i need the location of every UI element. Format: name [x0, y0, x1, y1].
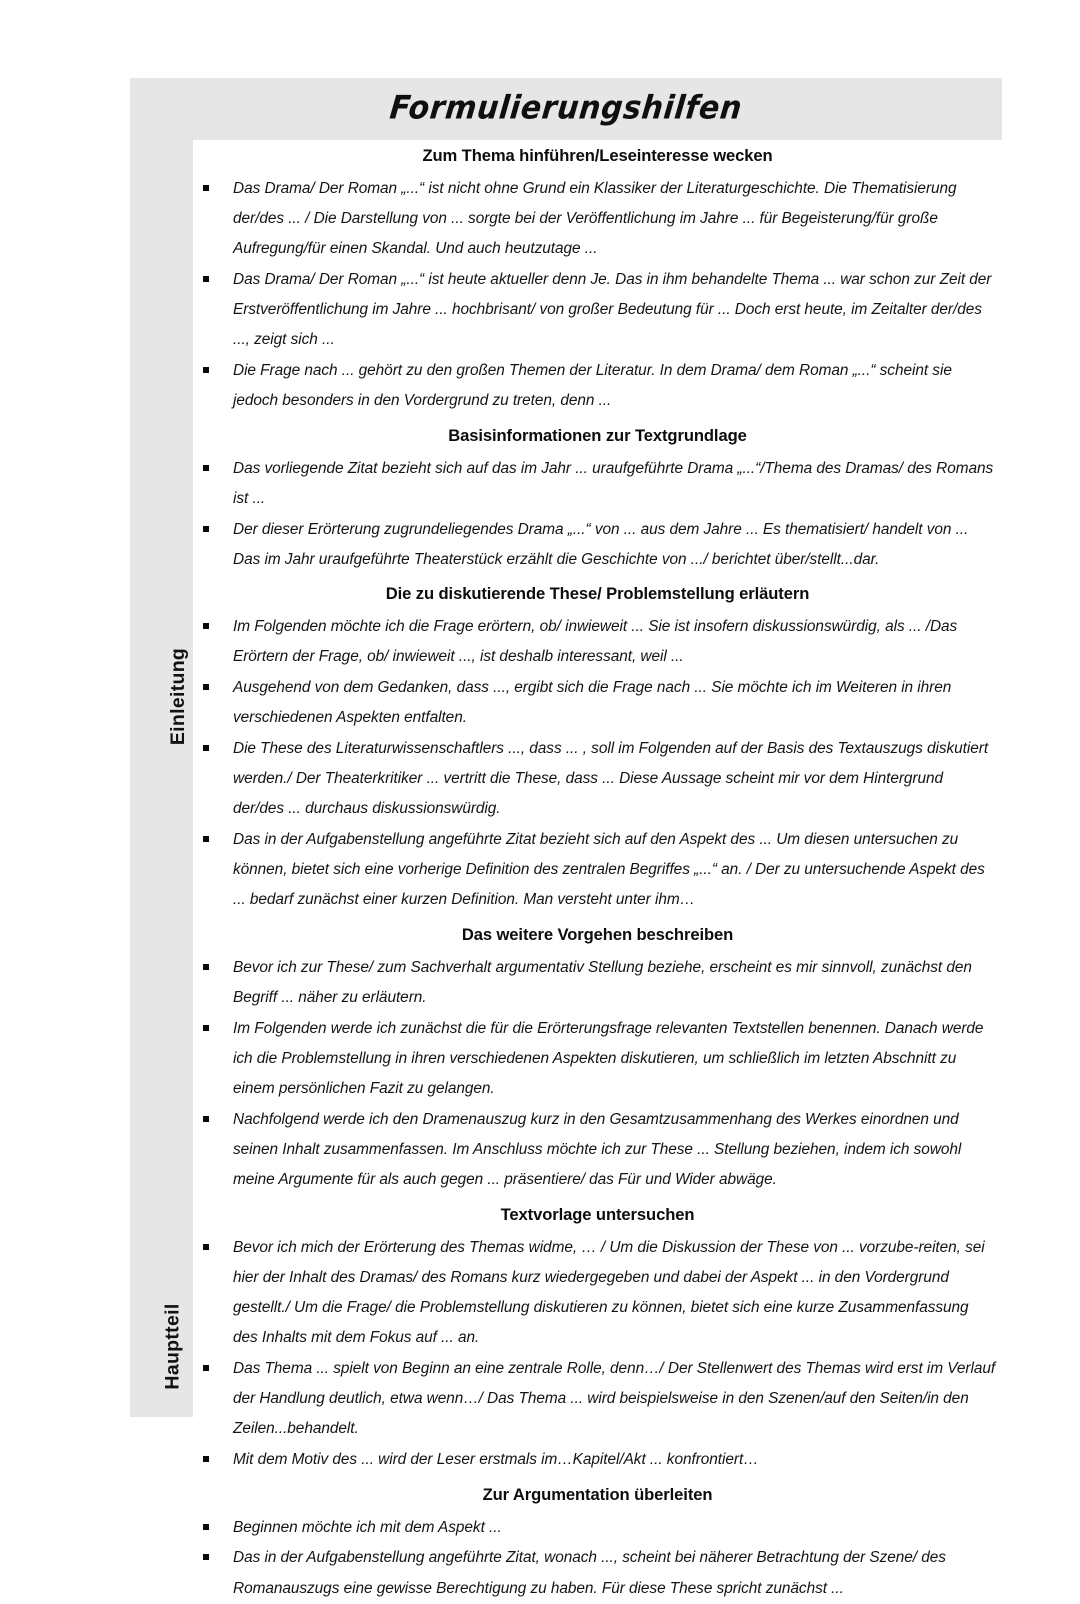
square-bullet-icon [203, 526, 209, 532]
phrase-list [193, 612, 1002, 916]
square-bullet-icon [203, 1025, 209, 1031]
section-heading: Zur Argumentation überleiten [482, 1484, 713, 1504]
phrase-list [193, 1513, 1002, 1604]
content-column [193, 140, 1002, 1604]
list-item-text: Das Drama/ Der Roman „...“ ist nicht ohne Grund ein Klassiker der Literaturgeschichte. Die Thematisierung der/des ... / Die Darstellung von ... sorgte bei der Veröffentlichung im Jahre ... für Begeisterung/für große Aufregung/für einen Skandal. Und auch heutzutage ... [233, 179, 957, 258]
sidebar-label-hauptteil [130, 1303, 193, 1390]
list-item-text: Das vorliegende Zitat bezieht sich auf das im Jahr ... uraufgeführte Drama „...“/Thema des Dramas/ des Romans ist ... [233, 459, 994, 507]
list-item [193, 356, 1002, 416]
list-item-text: Die Frage nach ... gehört zu den großen Themen der Literatur. In dem Drama/ dem Roman „...“ scheint sie jedoch besonders in den Vordergrund zu treten, denn ... [233, 361, 952, 410]
square-bullet-icon [203, 367, 209, 373]
square-bullet-icon [203, 964, 209, 970]
list-item [193, 612, 1002, 672]
square-bullet-icon [203, 1116, 209, 1122]
list-item [193, 1014, 1002, 1105]
section-zur-argumentation-ueberleiten [193, 1476, 1002, 1604]
list-item [193, 454, 1002, 514]
section-weiteres-vorgehen [193, 916, 1002, 1195]
square-bullet-icon [203, 1365, 209, 1371]
list-item-text: Bevor ich zur These/ zum Sachverhalt argumentativ Stellung beziehe, erscheint es mir sinnvoll, zunächst den Begriff ... näher zu erläutern. [233, 958, 972, 1007]
list-item [193, 1513, 1002, 1543]
list-item-text: Nachfolgend werde ich den Dramenauszug kurz in den Gesamtzusammenhang des Werkes einordnen und seinen Inhalt zusammenfassen. Im Anschluss möchte ich zur These ... Stellung beziehen, indem ich sowohl meine Argumente für als auch gegen ... präsentiere/ das Für und Wider abwäge. [233, 1110, 962, 1189]
list-item-text: Bevor ich mich der Erörterung des Themas widme, … / Um die Diskussion der These von ... vorzube-reiten, sei hier der Inhalt des Dramas/ des Romans kurz wiedergegeben und dabei der Aspekt ... in den Vordergrund gestellt./ Um die Frage/ die Problemstellung diskutieren zu können, bietet sich eine kurze Zusammenfassung des Inhalts mit dem Fokus auf ... an. [233, 1238, 985, 1347]
square-bullet-icon [203, 1456, 209, 1462]
list-item-text: Das Drama/ Der Roman „...“ ist heute aktueller denn Je. Das in ihm behandelte Thema ... war schon zur Zeit der Erstveröffentlichung im Jahre ... hochbrisant/ von großer Bedeutung für ... Doch erst heute, im Zeitalter der/des ..., zeigt sich ... [233, 270, 992, 349]
phrase-list [193, 454, 1002, 575]
phrase-list [193, 174, 1002, 417]
list-item-text: Das in der Aufgabenstellung angeführte Zitat bezieht sich auf den Aspekt des ... Um diesen untersuchen zu können, bietet sich eine vorherige Definition des zentralen Begriffes „...“ an. / Der zu untersuchende Aspekt des ... bedarf zunächst einer kurzen Definition. Man versteht unter ihm… [233, 831, 985, 909]
section-label-sidebar [130, 140, 193, 1417]
phrase-list [193, 1233, 1002, 1476]
list-item-text: Die These des Literaturwissenschaftlers ..., dass ... , soll im Folgenden auf der Basis des Textauszugs diskutiert werden./ Der Theaterkritiker ... vertritt die These, dass ... Diese Aussage scheint mir vor dem Hintergrund der/des ... durchaus diskussionswürdig. [233, 739, 989, 818]
list-item-text: Mit dem Motiv des ... wird der Leser erstmals im…Kapitel/Akt ... konfrontiert… [233, 1451, 759, 1469]
section-zum-thema-hinfuehren [193, 140, 1002, 416]
section-heading: Das weitere Vorgehen beschreiben [461, 925, 734, 945]
square-bullet-icon [203, 623, 209, 629]
square-bullet-icon [203, 684, 209, 690]
title-band [130, 78, 1002, 140]
list-item-text: Im Folgenden möchte ich die Frage erörtern, ob/ inwieweit ... Sie ist insofern diskussionswürdig, als ... /Das Erörtern der Frage, ob/ inwieweit ..., ist deshalb interessant, weil ... [233, 618, 958, 666]
page-title [130, 91, 1002, 126]
list-item [193, 174, 1002, 265]
list-item [193, 1105, 1002, 1196]
list-item-text: Der dieser Erörterung zugrundeliegendes Drama „...“ von ... aus dem Jahre ... Es thematisiert/ handelt von ... Das im Jahr uraufgeführte Theaterstück erzählt die Geschichte von .../ berichtet über/stellt...dar. [233, 520, 969, 568]
list-item [193, 734, 1002, 825]
square-bullet-icon [203, 1554, 209, 1560]
list-item [193, 265, 1002, 356]
section-heading: Basisinformationen zur Textgrundlage [448, 425, 747, 445]
list-item-text: Das Thema ... spielt von Beginn an eine zentrale Rolle, denn…/ Der Stellenwert des Themas wird erst im Verlauf der Handlung deutlich, etwa wenn…/ Das Thema ... wird beispielsweise in den Szenen/auf den Seiten/in den Zeilen...behandelt. [233, 1360, 996, 1438]
section-heading: Textvorlage untersuchen [500, 1205, 695, 1225]
square-bullet-icon [203, 1244, 209, 1250]
square-bullet-icon [203, 745, 209, 751]
section-basisinformationen [193, 417, 1002, 575]
section-textvorlage-untersuchen [193, 1196, 1002, 1475]
list-item-text: Das in der Aufgabenstellung angeführte Zitat, wonach ..., scheint bei näherer Betrachtung der Szene/ des Romanauszugs eine gewisse Berechtigung zu haben. Für diese These spricht zunächst ... [233, 1549, 946, 1597]
list-item [193, 673, 1002, 733]
list-item [193, 953, 1002, 1013]
sidebar-label-einleitung [130, 647, 193, 746]
list-item [193, 1354, 1002, 1445]
square-bullet-icon [203, 465, 209, 471]
list-item [193, 515, 1002, 575]
list-item [193, 1543, 1002, 1603]
sidebar-label-hauptteil-text: Hauptteil [161, 1303, 184, 1390]
page-title-text: Formulierungshilfen [387, 89, 745, 128]
list-item-text: Beginnen möchte ich mit dem Aspekt ... [233, 1518, 502, 1536]
square-bullet-icon [203, 276, 209, 282]
list-item-text: Im Folgenden werde ich zunächst die für die Erörterungsfrage relevanten Textstellen benennen. Danach werde ich die Problemstellung in ihren verschiedenen Aspekten diskutieren, um schließlich im letzten Abschnitt zu einem persönlichen Fazit zu gelangen. [233, 1019, 984, 1098]
section-heading: Zum Thema hinführen/Leseinteresse wecken [422, 146, 773, 165]
list-item [193, 1233, 1002, 1354]
square-bullet-icon [203, 185, 209, 191]
list-item-text: Ausgehend von dem Gedanken, dass ..., ergibt sich die Frage nach ... Sie möchte ich im Weiteren in ihren verschiedenen Aspekten entfalten. [233, 679, 952, 727]
list-item [193, 1445, 1002, 1475]
section-heading: Die zu diskutierende These/ Problemstellung erläutern [385, 584, 810, 604]
section-these-problemstellung [193, 575, 1002, 915]
square-bullet-icon [203, 836, 209, 842]
phrase-list [193, 953, 1002, 1196]
list-item [193, 825, 1002, 916]
sidebar-label-einleitung-text: Einleitung [167, 647, 190, 746]
